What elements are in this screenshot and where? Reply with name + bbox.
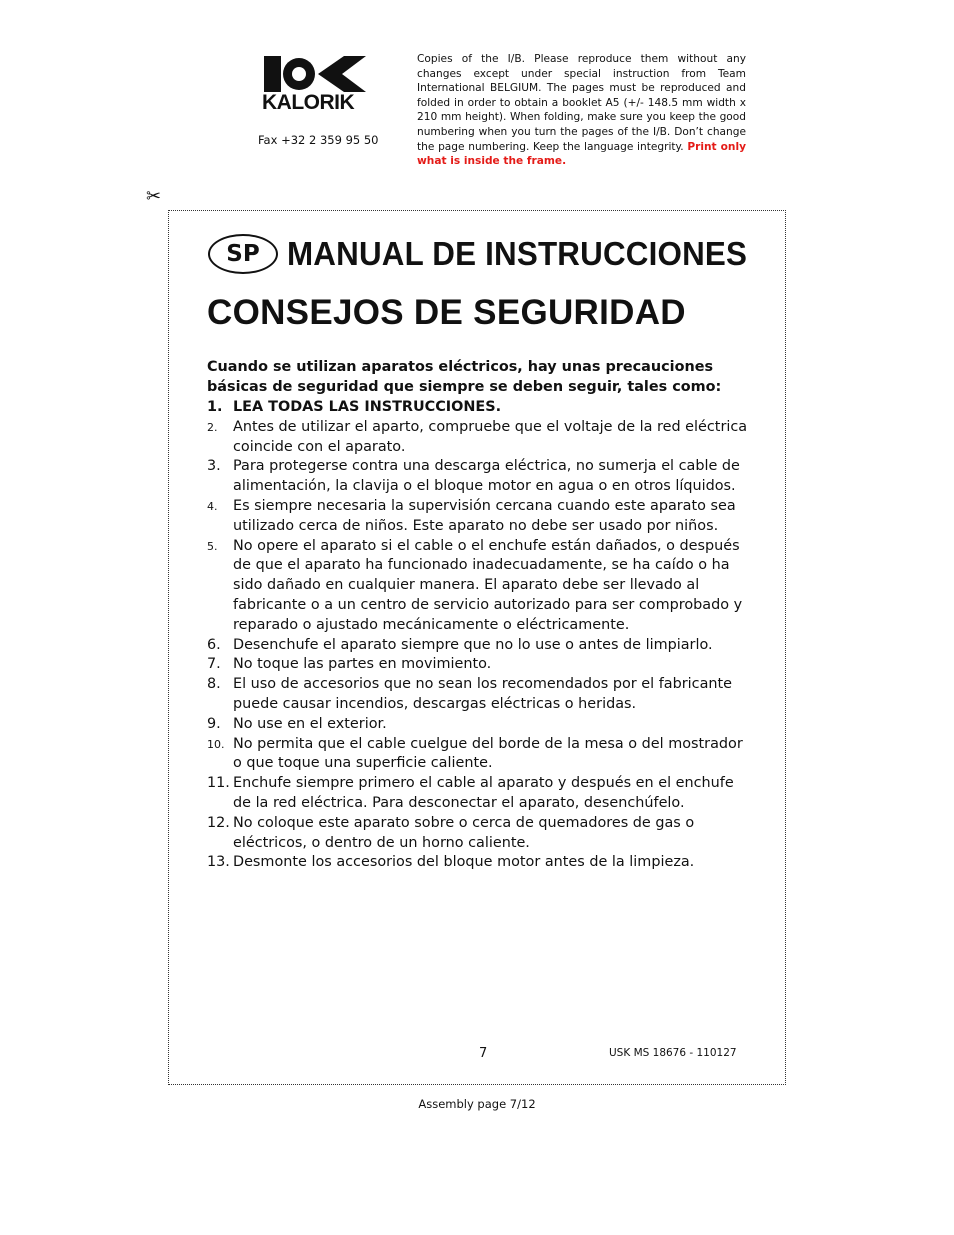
list-item bbox=[207, 418, 752, 458]
item-number: 6. bbox=[207, 636, 221, 653]
scissors-icon: ✂ bbox=[146, 186, 162, 207]
item-text: Enchufe siempre primero el cable al aparato y después en el enchufe de la red eléctrica. Para desconectar el aparato, desenchúfelo. bbox=[233, 775, 734, 811]
item-number: 10. bbox=[207, 737, 225, 751]
language-badge: SP bbox=[208, 234, 278, 274]
notice-red-text: Print only what is inside the frame. bbox=[417, 140, 746, 168]
page-number: 7 bbox=[479, 1046, 488, 1061]
item-number: 9. bbox=[207, 715, 221, 732]
intro-text: Cuando se utilizan aparatos eléctricos, hay unas precauciones básicas de seguridad que siempre se deben seguir, tales como: bbox=[207, 359, 722, 395]
list-item bbox=[207, 814, 752, 854]
item-text: Para protegerse contra una descarga eléctrica, no sumerja el cable de alimentación, la clavija o el bloque motor en agua o en otros líquidos. bbox=[233, 458, 740, 495]
item-number: 8. bbox=[207, 676, 221, 693]
item-text: No permita que el cable cuelgue del borde de la mesa o del mostrador o que toque una superficie caliente. bbox=[233, 735, 743, 772]
item-text: LEA TODAS LAS INSTRUCCIONES. bbox=[233, 399, 502, 415]
list-item bbox=[207, 636, 752, 656]
printing-notice bbox=[417, 52, 746, 169]
model-code: USK MS 18676 - 110127 bbox=[609, 1047, 737, 1059]
list-item bbox=[207, 735, 752, 775]
item-text: No opere el aparato si el cable o el enchufe están dañados, o después de que el aparato ha funcionado inadecuadamente, se ha caído o ha sido dañado en cualquier manera. El aparato debe ser llevado al fabricante o a un centro de servicio autorizado para ser comprobado y reparado o ajustado mecánicamente o eléctricamente. bbox=[233, 537, 743, 633]
item-number: 7. bbox=[207, 656, 221, 673]
assembly-page: Assembly page 7/12 bbox=[418, 1097, 536, 1111]
item-number: 12. bbox=[207, 814, 230, 831]
manual-header bbox=[208, 232, 771, 276]
item-text: No coloque este aparato sobre o cerca de quemadores de gas o eléctricos, o dentro de un horno caliente. bbox=[233, 814, 695, 851]
item-text: No use en el exterior. bbox=[233, 715, 387, 732]
list-item bbox=[207, 774, 752, 814]
item-number: 1. bbox=[207, 399, 223, 415]
section-title: CONSEJOS DE SEGURIDAD bbox=[207, 293, 686, 332]
item-text: Desenchufe el aparato siempre que no lo use o antes de limpiarlo. bbox=[233, 636, 713, 653]
item-number: 5. bbox=[207, 539, 218, 553]
safety-list bbox=[207, 398, 752, 873]
item-text: Es siempre necesaria la supervisión cercana cuando este aparato sea utilizado cerca de niños. Este aparato no debe ser usado por niños. bbox=[233, 497, 736, 534]
item-text: Antes de utilizar el aparto, compruebe que el voltaje de la red eléctrica coincide con el aparato. bbox=[233, 418, 748, 455]
item-text: El uso de accesorios que no sean los recomendados por el fabricante puede causar incendios, descargas eléctricas o heridas. bbox=[233, 676, 732, 712]
item-text: No toque las partes en movimiento. bbox=[233, 656, 492, 673]
brand-name: KALORIK bbox=[262, 91, 355, 114]
item-text: Desmonte los accesorios del bloque motor antes de la limpieza. bbox=[233, 854, 695, 871]
item-number: 2. bbox=[207, 420, 218, 434]
list-item bbox=[207, 457, 752, 497]
kalorik-logo bbox=[262, 54, 374, 114]
notice-text: Copies of the I/B. Please reproduce them without any changes except under special instruction from Team International BELGIUM. The pages must be reproduced and folded in order to obtain a booklet A5 (+/- 148.5 mm width x 210 mm height). When folding, make sure you keep the good numbering when you turn the pages of the I/B. Don’t change the page numbering. Keep the language integrity. bbox=[417, 53, 746, 153]
item-number: 4. bbox=[207, 499, 218, 513]
list-item bbox=[207, 398, 752, 418]
fax-number: Fax +32 2 359 95 50 bbox=[258, 133, 379, 147]
item-number: 13. bbox=[207, 854, 230, 871]
item-number: 3. bbox=[207, 458, 221, 475]
kalorik-logo-icon bbox=[262, 54, 374, 94]
manual-title: MANUAL DE INSTRUCCIONES bbox=[287, 235, 748, 272]
list-item bbox=[207, 853, 752, 873]
list-item bbox=[207, 537, 752, 636]
item-number: 11. bbox=[207, 775, 230, 792]
list-item bbox=[207, 655, 752, 675]
list-item bbox=[207, 675, 752, 715]
list-item bbox=[207, 497, 752, 537]
list-item bbox=[207, 715, 752, 735]
